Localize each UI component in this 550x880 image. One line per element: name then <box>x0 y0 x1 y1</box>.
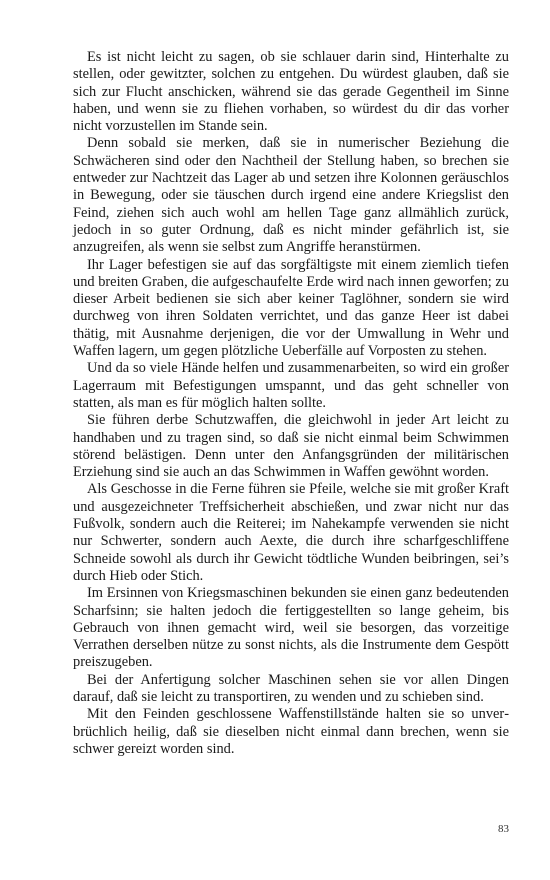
paragraph-5: Sie führen derbe Schutzwaffen, die gleichwohl in jeder Art leicht zu handhaben und zu tragen sind, so daß sie nicht einmal beim Schwimmen störend belästigen. Denn unter den Anfangsgründen der militärischen Erziehung sind sie auch an das Schwimmen in Waffen gewöhnt worden. <box>73 412 509 481</box>
paragraph-4: Und da so viele Hände helfen und zusammenarbeiten, so wird ein großer Lagerraum mit Befestigungen umspannt, und das geht schneller von statten, als man es für möglich halten sollte. <box>73 360 509 411</box>
paragraph-7: Im Ersinnen von Kriegsmaschinen bekunden sie einen ganz bedeutenden Scharfsinn; sie halten jedoch die fertiggestellten so lange geheim, bis Gebrauch von ihnen gemacht wird, weil sie besorgen, das vorzeitige Verrathen derselben nütze zu sonst nichts, als die Instrumente dem Gespött preiszugeben. <box>73 585 509 671</box>
paragraph-3: Ihr Lager befestigen sie auf das sorgfältigste mit einem ziemlich tiefen und breiten Graben, die aufgeschaufelte Erde wird nach innen geworfen; zu dieser Arbeit bedienen sie sich aber keiner Taglöhner, sondern sie wird durchweg von ihren Soldaten verrichtet, und das ganze Heer ist dabei thätig, mit Ausnahme derjenigen, die vor der Umwallung in Wehr und Waffen lagern, um gegen plötzliche Ueberfälle auf Vorposten zu stehen. <box>73 256 509 360</box>
paragraph-8: Bei der Anfertigung solcher Maschinen sehen sie vor allen Dingen darauf, daß sie leicht zu transportiren, zu wenden und zu schieben sind. <box>73 671 509 705</box>
paragraph-9: Mit den Feinden geschlossene Waffenstillstände halten sie so unverbrüchlich heilig, daß sie dieselben nicht einmal dann brechen, wenn sie schwer gereizt worden sind. <box>73 706 509 757</box>
paragraph-2: Denn sobald sie merken, daß sie in numerischer Beziehung die Schwächeren sind oder den Nachtheil der Stellung haben, so brechen sie entweder zur Nachtzeit das Lager ab und setzen ihre Kolonnen geräuschlos in Bewegung, oder sie täuschen durch irgend eine andere Kriegslist den Feind, ziehen sich auch wohl am hellen Tage ganz allmählich zurück, jedoch in so guter Ordnung, daß es nicht minder gefährlich ist, sie anzugreifen, als wenn sie selbst zum Angriffe heranstürmen. <box>73 135 509 256</box>
paragraph-6: Als Geschosse in die Ferne führen sie Pfeile, welche sie mit großer Kraft und ausgezeichneter Treffsicherheit abschießen, und zwar nicht nur das Fußvolk, sondern auch die Reiterei; im Nahekampfe verwenden sie nicht nur Schwerter, sondern auch Aexte, die durch ihre scharfgeschliffene Schneide sowohl als durch ihr Gewicht tödtliche Wunden beibringen, sei’s durch Hieb oder Stich. <box>73 481 509 584</box>
page-body <box>73 49 509 758</box>
page-number: 83 <box>498 823 509 835</box>
paragraph-1: Es ist nicht leicht zu sagen, ob sie schlauer darin sind, Hinterhalte zu stellen, oder gewitzter, solchen zu entgehen. Du würdest glauben, daß sie sich zur Flucht anschicken, während sie das gerade Gegentheil im Sinne haben, und wenn sie zu fliehen vorhaben, so würdest du dir das vorher nicht vorzustellen im Stande sein. <box>73 49 509 135</box>
